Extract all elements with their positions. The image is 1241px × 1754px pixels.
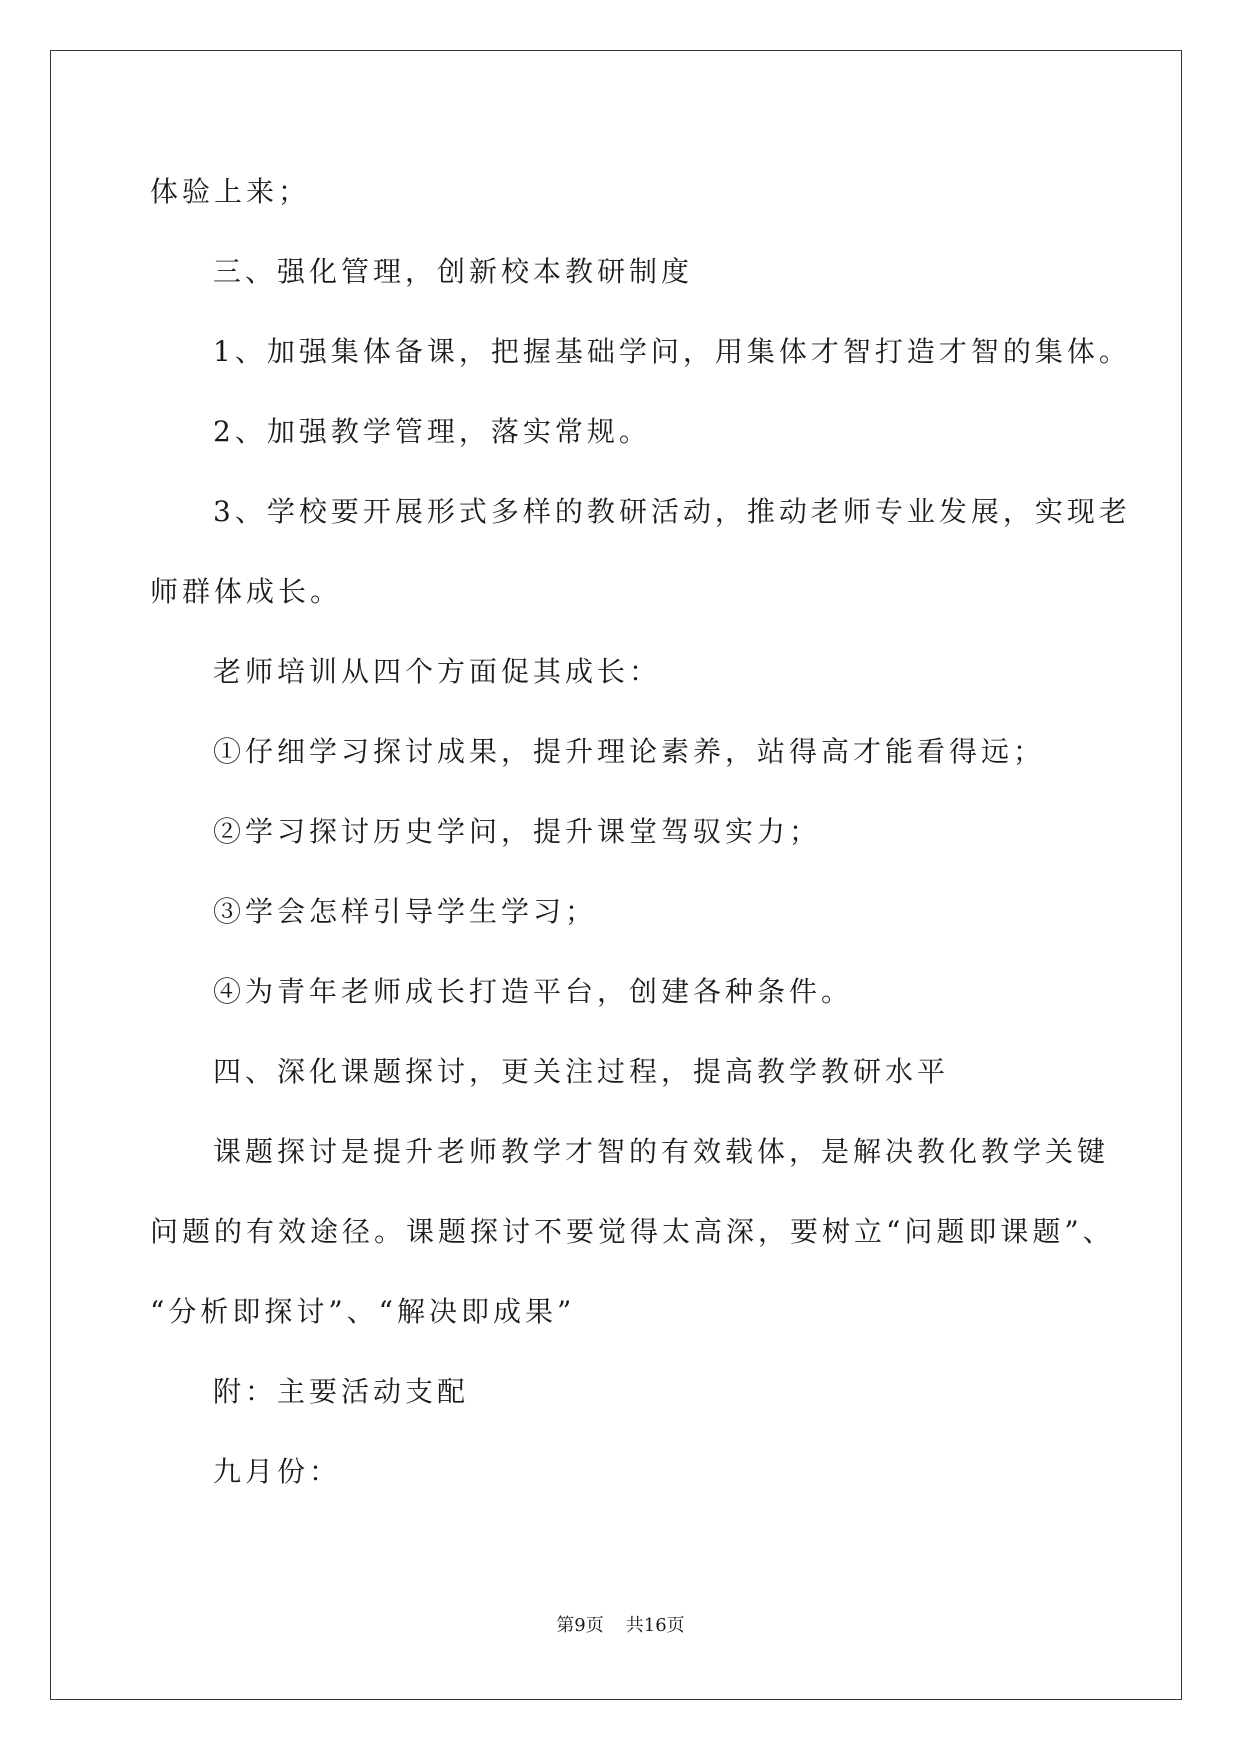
- section-heading-4: 四、深化课题探讨，更关注过程，提高教学教研水平: [213, 1055, 950, 1088]
- text-line: “分析即探讨”、“解决即成果”: [150, 1295, 576, 1328]
- list-item: ②学习探讨历史学问，提升课堂驾驭实力；: [213, 815, 822, 848]
- text-line: 问题的有效途径。课题探讨不要觉得太高深，要树立“问题即课题”、: [150, 1215, 1115, 1248]
- text-line: 体验上来；: [150, 175, 311, 208]
- list-item: 2、加强教学管理，落实常规。: [213, 415, 651, 448]
- page-total: 共16页: [625, 1615, 685, 1636]
- paragraph: 附：主要活动支配: [213, 1375, 470, 1408]
- list-item: 3、学校要开展形式多样的教研活动，推动老师专业发展，实现老: [213, 495, 1131, 528]
- paragraph: 九月份：: [213, 1455, 342, 1488]
- list-item: ①仔细学习探讨成果，提升理论素养，站得高才能看得远；: [213, 735, 1046, 768]
- list-item: 1、加强集体备课，把握基础学问，用集体才智打造才智的集体。: [213, 335, 1131, 368]
- paragraph: 课题探讨是提升老师教学才智的有效载体，是解决教化教学关键: [213, 1135, 1110, 1168]
- list-item: ④为青年老师成长打造平台，创建各种条件。: [213, 975, 854, 1008]
- page-number: 第9页: [556, 1615, 604, 1636]
- page-footer: [0, 1614, 1241, 1638]
- paragraph: 老师培训从四个方面促其成长：: [213, 655, 662, 688]
- section-heading-3: 三、强化管理，创新校本教研制度: [213, 255, 694, 288]
- text-line: 师群体成长。: [150, 575, 343, 608]
- list-item: ③学会怎样引导学生学习；: [213, 895, 598, 928]
